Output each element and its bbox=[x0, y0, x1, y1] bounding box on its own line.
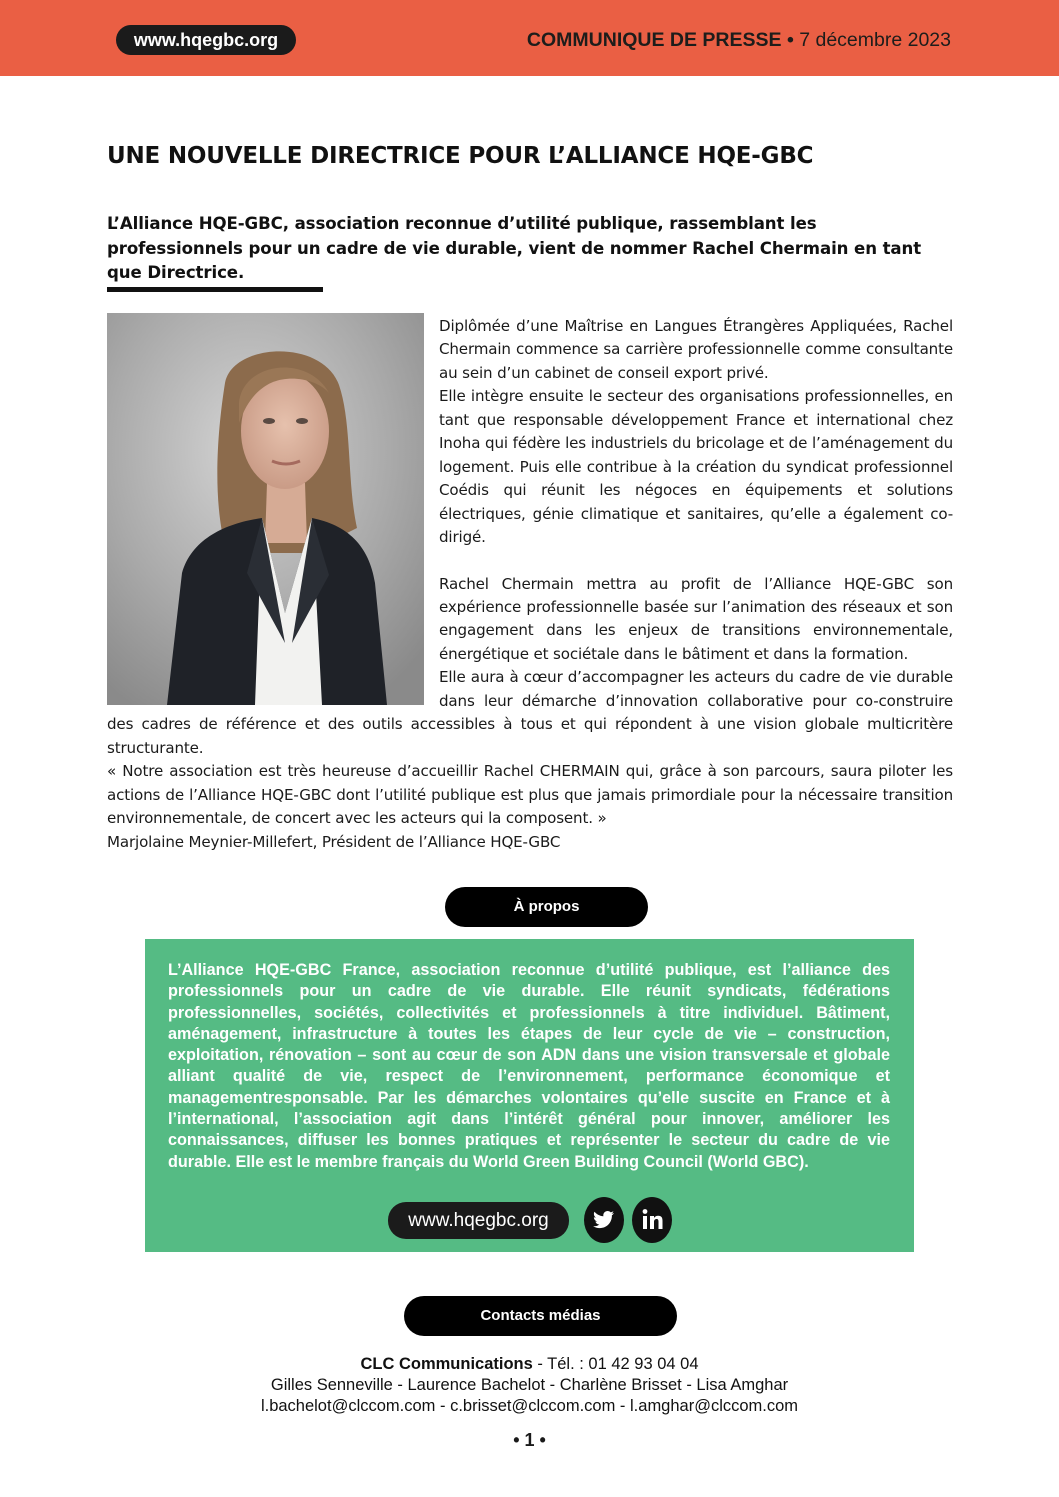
quote-paragraph: « Notre association est très heureuse d’accueillir Rachel CHERMAIN qui, grâce à son parcours, saura piloter les actions de l’Alliance HQE-GBC dont l’utilité publique est plus que jamais primordiale pour la nécessaire transition environnementale, de concert avec les acteurs qui la composent. » bbox=[107, 762, 953, 828]
linkedin-button[interactable] bbox=[632, 1197, 672, 1243]
press-label: COMMUNIQUE DE PRESSE bbox=[526, 29, 782, 51]
article-body bbox=[107, 315, 953, 854]
body-paragraph-2: Elle intègre ensuite le secteur des organisations professionnelles, en tant que responsable développement France et international chez Inoha qui fédère les industriels du bricolage et de l’aménagement du logement. Puis elle contribue à la création du syndicat professionnel Coédis qui réunit les négoces en équipements et solutions électriques, génie climatique et sanitaires, qu’elle a également co-dirigé. bbox=[439, 387, 953, 547]
about-text: L’Alliance HQE-GBC France, association reconnue d’utilité publique, est l’alliance des professionnels pour un cadre de vie durable. Elle réunit syndicats, fédérations professionnelles, sociétés, collectivités et professionnels à titre individuel. Bâtiment, aménagement, infrastructure à toutes les étapes de leur cycle de vie – construction, exploitation, rénovation – sont au cœur de son ADN dans une vision transversale et globale alliant qualité de vie, respect de l’environnement, performance économique et managementresponsable. Par les démarches volontaires qu’elle suscite en France et à l’international, l’association agit dans l’intérêt général pour innover, améliorer les connaissances, diffuser les bonnes pratiques et représenter le secteur du cadre de vie durable. Elle est le membre français du World Green Building Council (World GBC). bbox=[168, 961, 890, 1171]
contact-info bbox=[0, 1354, 1059, 1417]
contacts-button[interactable]: Contacts médias bbox=[404, 1296, 677, 1336]
press-release-label bbox=[527, 28, 951, 52]
quote-signature: Marjolaine Meynier-Millefert, Président de l’Alliance HQE-GBC bbox=[107, 832, 561, 851]
lead-paragraph: L’Alliance HQE-GBC, association reconnue d’utilité publique, rassemblant les professionnels pour un cadre de vie durable, vient de nommer Rachel Chermain en tant que Directrice. bbox=[107, 214, 922, 282]
contact-agency-line bbox=[0, 1354, 1059, 1375]
about-site-link[interactable]: www.hqegbc.org bbox=[388, 1202, 569, 1239]
agency-name: CLC Communications bbox=[360, 1355, 533, 1373]
body-paragraph-1: Diplômée d’une Maîtrise en Langues Étrangères Appliquées, Rachel Chermain commence sa carrière professionnelle comme consultante au sein d’un cabinet de conseil export privé. bbox=[439, 317, 953, 382]
contact-names: Gilles Senneville - Laurence Bachelot - Charlène Brisset - Lisa Amghar bbox=[270, 1376, 789, 1394]
body-paragraph-4: Elle aura à cœur d’accompagner les acteurs du cadre de vie durable dans leur démarche d’innovation collaborative pour co-construire des cadres de référence et des outils accessibles à tous et qui répondent à une vision globale multicritère structurante. bbox=[107, 668, 953, 757]
about-button[interactable]: À propos bbox=[445, 887, 648, 927]
linkedin-icon bbox=[632, 1197, 672, 1243]
press-bullet: • bbox=[786, 29, 794, 51]
title-divider bbox=[107, 287, 323, 292]
photo-spacer bbox=[107, 315, 439, 697]
contact-emails[interactable]: l.bachelot@clccom.com - c.brisset@clccom.com - l.amghar@clccom.com bbox=[260, 1397, 799, 1415]
body-paragraph-3: Rachel Chermain mettra au profit de l’Alliance HQE-GBC son expérience professionnelle basée sur l’animation des réseaux et son engagement dans les enjeux de transitions environnementale, énergétique et sociétale dans le bâtiment et dans la formation. bbox=[439, 574, 953, 663]
twitter-icon bbox=[584, 1197, 624, 1243]
about-box bbox=[145, 939, 914, 1252]
press-date: 7 décembre 2023 bbox=[799, 29, 951, 51]
page-number: • 1 • bbox=[513, 1430, 546, 1450]
twitter-button[interactable] bbox=[584, 1197, 624, 1243]
page-title: UNE NOUVELLE DIRECTRICE POUR L’ALLIANCE HQE-GBC bbox=[107, 143, 814, 169]
header-site-link[interactable]: www.hqegbc.org bbox=[116, 25, 296, 55]
agency-phone: - Tél. : 01 42 93 04 04 bbox=[532, 1355, 699, 1373]
header-bar bbox=[0, 0, 1059, 76]
